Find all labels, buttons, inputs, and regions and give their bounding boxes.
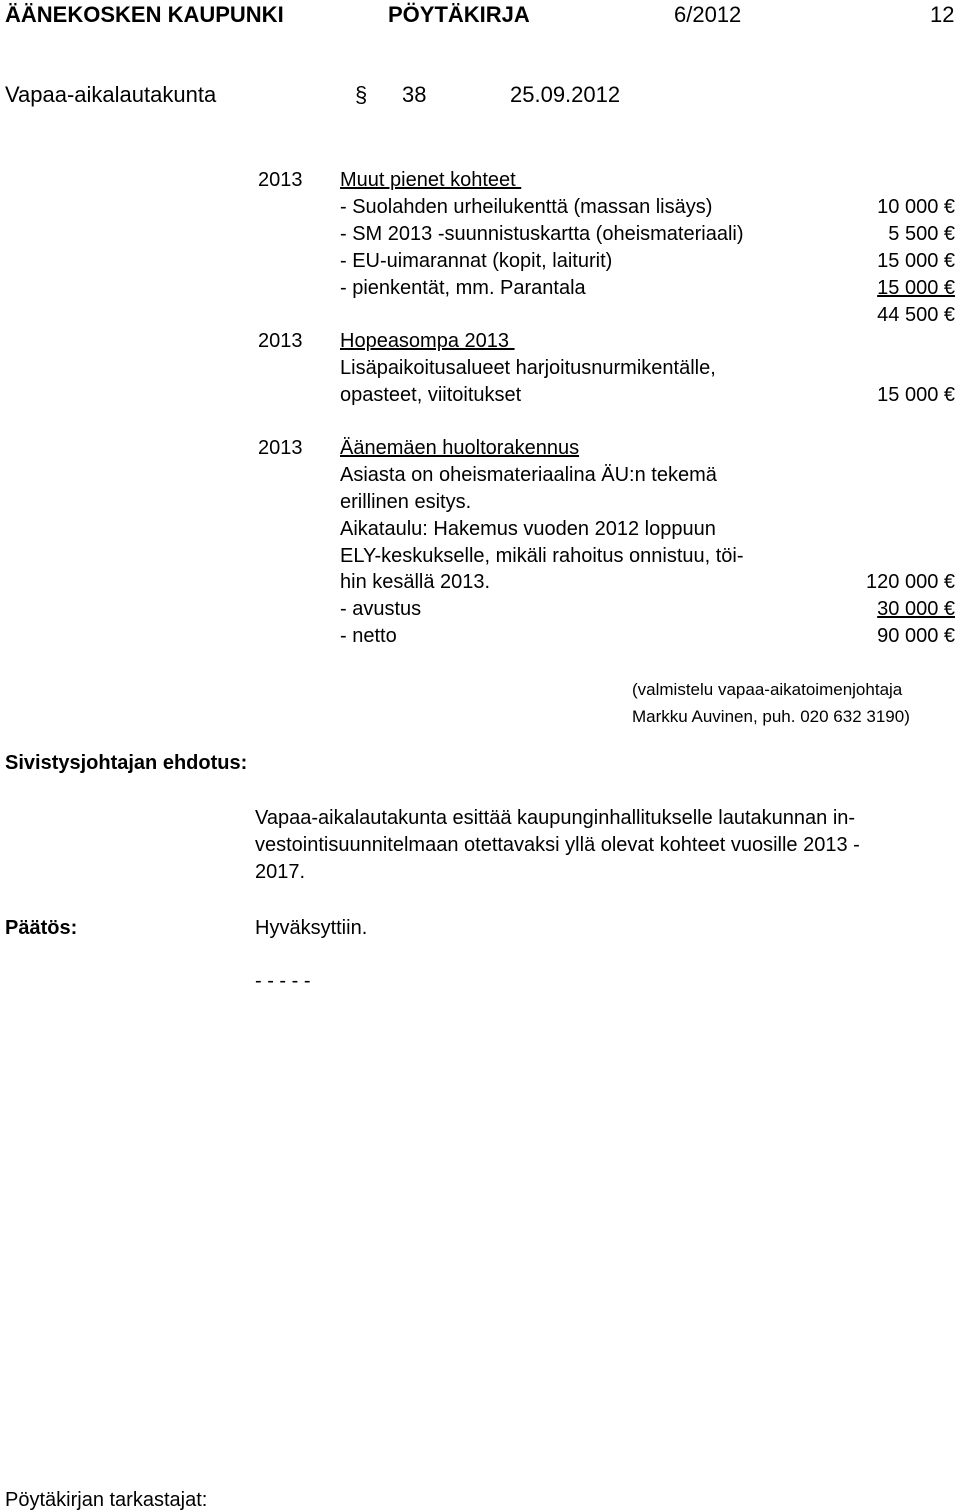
item-line-amount: 15 000 € [877,250,955,272]
section-number: 38 [402,82,427,107]
committee-name: Vapaa-aikalautakunta [5,82,217,107]
item-line-text: - EU-uimarannat (kopit, laiturit) [340,250,613,272]
item-line-amount: 5 500 € [888,223,955,245]
item-line-text: Lisäpaikoitusalueet harjoitusnurmikentälle, [340,357,716,379]
item-line-text: erillinen esitys. [340,491,472,513]
item-line-text: - pienkentät, mm. Parantala [340,277,586,299]
item-year: 2013 [258,330,303,352]
item-year: 2013 [258,437,303,459]
preparer-note: Markku Auvinen, puh. 020 632 3190) [632,707,910,726]
decision-text: Hyväksyttiin. [255,917,368,939]
page-number: 12 [930,2,955,27]
item-line-text: - netto [340,625,397,647]
item-title: Hopeasompa 2013 [340,330,515,352]
meeting-date: 25.09.2012 [510,82,621,107]
proposal-text: Vapaa-aikalautakunta esittää kaupunginhallitukselle lautakunnan in- [255,807,856,829]
item-line-text: - avustus [340,598,422,620]
item-line-text: Aikataulu: Hakemus vuoden 2012 loppuun [340,518,716,540]
separator: - - - - - [255,970,311,992]
item-line-text: hin kesällä 2013. [340,571,491,593]
item-line-text: opasteet, viitoitukset [340,384,522,406]
decision-label: Päätös: [5,917,78,939]
item-title: Muut pienet kohteet [340,169,522,191]
proposal-text: 2017. [255,861,306,883]
document-type: PÖYTÄKIRJA [388,2,530,27]
item-line-amount: 120 000 € [866,571,955,593]
proposal-text: vestointisuunnitelmaan otettavaksi yllä olevat kohteet vuosille 2013 - [255,834,860,856]
item-line-amount: 15 000 € [877,384,955,406]
section-sign: § [355,82,368,107]
item-line-text: ELY-keskukselle, mikäli rahoitus onnistuu, töi- [340,545,744,567]
item-line-amount: 10 000 € [877,196,955,218]
item-line-text: - Suolahden urheilukenttä (massan lisäys) [340,196,713,218]
organization-name: ÄÄNEKOSKEN KAUPUNKI [5,2,284,27]
item-line-amount: 15 000 € [877,277,955,299]
footer-label: Pöytäkirjan tarkastajat: [5,1489,208,1511]
item-line-text: Asiasta on oheismateriaalina ÄU:n tekemä [340,464,717,486]
item-line-amount: 90 000 € [877,625,955,647]
item-title: Äänemäen huoltorakennus [340,437,580,459]
item-line-amount: 30 000 € [877,598,955,620]
item-total: 44 500 € [877,304,955,326]
preparer-note: (valmistelu vapaa-aikatoimenjohtaja [632,680,903,699]
item-line-text: - SM 2013 -suunnistuskartta (oheismateriaali) [340,223,744,245]
item-year: 2013 [258,169,303,191]
proposal-label: Sivistysjohtajan ehdotus: [5,752,248,774]
document-number: 6/2012 [674,2,742,27]
